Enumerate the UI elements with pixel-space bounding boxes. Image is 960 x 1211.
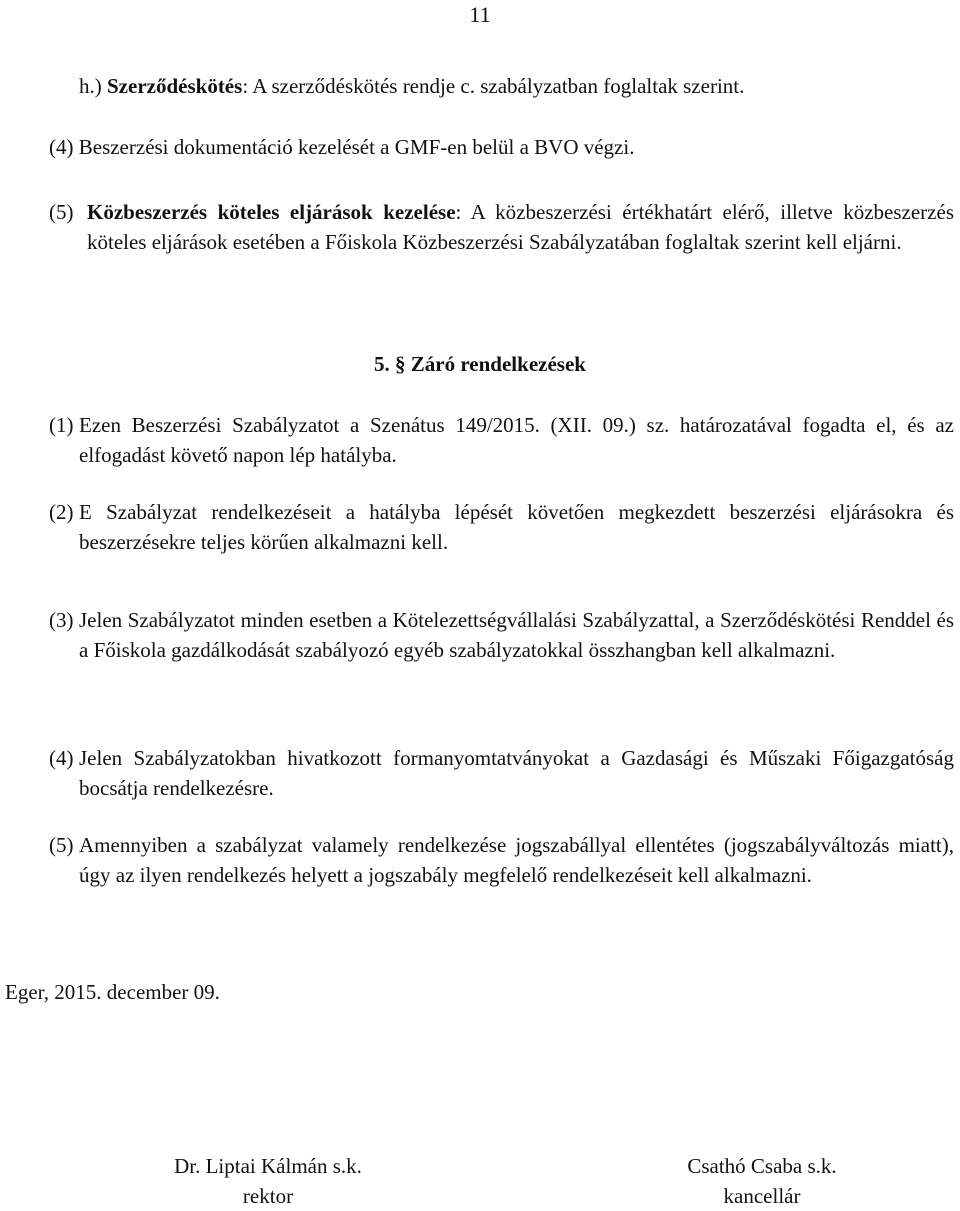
provision-1-text: Ezen Beszerzési Szabályzatot a Szenátus 149/2015. (XII. 09.) sz. határozatával fogadta el, és az elfogadást követő napon lép hatályba. — [79, 413, 954, 467]
provision-2-text: E Szabályzat rendelkezéseit a hatályba lépését követően megkezdett beszerzési eljárásokra és beszerzésekre teljes körűen alkalmazni kell. — [79, 500, 954, 554]
item-h-szerzodeskotes — [79, 71, 959, 101]
signature-rector-name: Dr. Liptai Kálmán s.k. — [174, 1154, 362, 1178]
provision-4-number: (4) — [49, 746, 74, 770]
item-h-label: h.) — [79, 74, 102, 98]
section-number: 5. — [374, 352, 390, 376]
item-h-text: : A szerződéskötés rendje c. szabályzatban foglaltak szerint. — [242, 74, 745, 98]
provision-5-text: Amennyiben a szabályzat valamely rendelkezése jogszabállyal ellentétes (jogszabályváltozás miatt), úgy az ilyen rendelkezés helyett a jogszabály megfelelő rendelkezéseit kell alkalmazni. — [79, 833, 954, 887]
provision-1 — [49, 410, 954, 470]
section-title: Záró rendelkezések — [410, 352, 586, 376]
page-number: 11 — [469, 2, 491, 27]
paragraph-5-text: : A közbeszerzési értékhatárt elérő, illetve közbeszerzés köteles eljárások esetében a Főiskola Közbeszerzési Szabályzatában foglaltak szerint kell eljárni. — [87, 200, 954, 254]
place-date: Eger, 2015. december 09. — [5, 980, 220, 1004]
provision-2 — [49, 497, 954, 557]
paragraph-5-title: Közbeszerzés köteles eljárások kezelése — [87, 200, 456, 224]
section-symbol: § — [395, 352, 406, 376]
provision-3-number: (3) — [49, 608, 74, 632]
signature-rector — [118, 1151, 418, 1211]
provision-4 — [49, 743, 954, 803]
provision-4-text: Jelen Szabályzatokban hivatkozott formanyomtatványokat a Gazdasági és Műszaki Főigazgatóság bocsátja rendelkezésre. — [79, 746, 954, 800]
paragraph-5-kozbeszerzes — [49, 197, 954, 257]
signature-chancellor-name: Csathó Csaba s.k. — [687, 1154, 837, 1178]
signature-chancellor-role: kancellár — [723, 1184, 801, 1208]
provision-3 — [49, 605, 954, 665]
provision-1-number: (1) — [49, 413, 74, 437]
paragraph-5-number: (5) — [49, 200, 74, 224]
provision-5 — [49, 830, 954, 890]
section-heading — [0, 349, 960, 379]
signature-chancellor — [612, 1151, 912, 1211]
paragraph-4-beszerzesi-dokumentacio: (4) Beszerzési dokumentáció kezelését a GMF-en belül a BVO végzi. — [49, 135, 635, 159]
item-h-title: Szerződéskötés — [107, 74, 243, 98]
provision-3-text: Jelen Szabályzatot minden esetben a Kötelezettségvállalási Szabályzattal, a Szerződéskötési Renddel és a Főiskola gazdálkodását szabályozó egyéb szabályzatokkal összhangban kell alkalmazni. — [79, 608, 954, 662]
signature-rector-role: rektor — [242, 1184, 294, 1208]
provision-5-number: (5) — [49, 833, 74, 857]
provision-2-number: (2) — [49, 500, 74, 524]
